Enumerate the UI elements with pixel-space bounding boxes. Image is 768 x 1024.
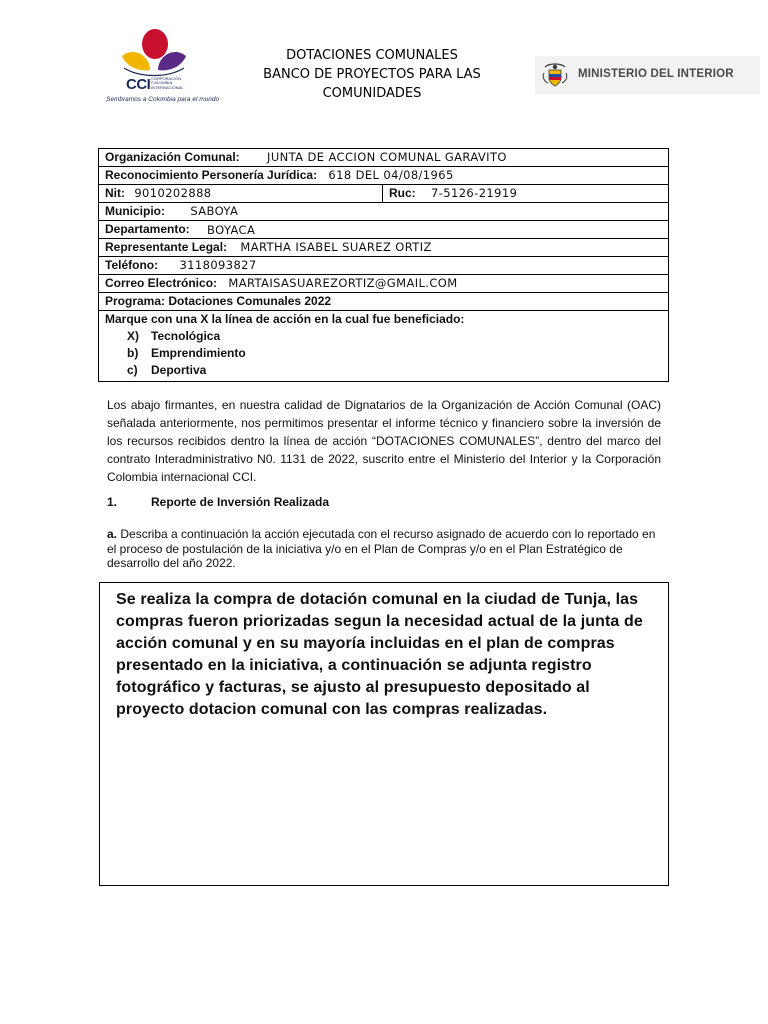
option-label: Deportiva	[151, 363, 207, 377]
row-organizacion	[99, 149, 668, 167]
row-programa	[99, 293, 668, 311]
option-deportiva	[127, 362, 668, 379]
row-departamento	[99, 221, 668, 239]
row-correo	[99, 275, 668, 293]
telefono-value: 3118093827	[179, 258, 257, 272]
row-personeria	[99, 167, 668, 185]
representante-value: MARTHA ISABEL SUAREZ ORTIZ	[240, 240, 432, 254]
municipio-value: SABOYA	[190, 204, 239, 218]
answer-box	[99, 582, 669, 886]
organization-info-table	[98, 148, 669, 382]
row-municipio	[99, 203, 668, 221]
section-title: Reporte de Inversión Realizada	[151, 495, 330, 509]
option-label: Tecnológica	[151, 329, 221, 343]
question-text: Describa a continuación la acción ejecutada con el recurso asignado de acuerdo con lo reportado en el proceso de postulación de la iniciativa y/o en el Plan de Compras y/o en el Plan Estratégico de desarrollo del año 2022.	[107, 527, 656, 570]
document-header-title	[212, 46, 532, 103]
row-linea-accion	[99, 311, 668, 381]
option-marker: b)	[127, 346, 139, 360]
row-representante	[99, 239, 668, 257]
option-label: Emprendimiento	[151, 346, 246, 360]
option-tecnologica	[127, 328, 668, 345]
answer-text: Se realiza la compra de dotación comunal en la ciudad de Tunja, las compras fueron priorizadas segun la necesidad actual de la junta de acción comunal y en su mayoría incluidas en el plan de compras presentado en la iniciativa, a continuación se adjunta registro fotográfico y facturas, se ajusto al presupuesto depositado al proyecto dotacion comunal con las compras realizadas.	[116, 591, 643, 718]
section-heading	[107, 495, 329, 509]
ruc-cell	[383, 185, 517, 202]
departamento-value: BOYACA	[207, 223, 256, 237]
programa-text: Programa: Dotaciones Comunales 2022	[105, 294, 332, 308]
row-telefono	[99, 257, 668, 275]
option-emprendimiento	[127, 345, 668, 362]
telefono-label: Teléfono:	[105, 258, 159, 272]
marque-instruction: Marque con una X la línea de acción en la cual fue beneficiado:	[105, 312, 465, 326]
coat-of-arms-icon	[541, 61, 569, 89]
cci-logo-tagline: Sembramos a Colombia para el mundo	[106, 96, 220, 103]
ministry-logo	[535, 56, 760, 94]
nit-label: Nit:	[105, 186, 125, 200]
correo-label: Correo Electrónico:	[105, 276, 218, 290]
ruc-label: Ruc:	[389, 186, 416, 200]
cci-logo	[100, 26, 220, 108]
intro-paragraph: Los abajo firmantes, en nuestra calidad de Dignatarios de la Organización de Acción Comunal (OAC) señalada anteriormente, nos permitimos presentar el informe técnico y financiero sobre la inversión de los recursos recibidos dentro la línea de acción “DOTACIONES COMUNALES”, dentro del marco del contrato Interadministrativo N0. 1131 de 2022, suscrito entre el Ministerio del Interior y la Corporación Colombia internacional CCI.	[107, 398, 661, 484]
municipio-label: Municipio:	[105, 204, 165, 218]
cci-logo-text: CCI	[126, 76, 151, 93]
section-number: 1.	[107, 495, 118, 509]
departamento-label: Departamento:	[105, 222, 190, 236]
ministry-name: MINISTERIO DEL INTERIOR	[578, 68, 734, 80]
personeria-value: 618 DEL 04/08/1965	[328, 168, 454, 182]
header-title-line1: DOTACIONES COMUNALES	[286, 48, 458, 63]
row-nit-ruc	[99, 185, 668, 203]
question-paragraph	[107, 527, 663, 571]
cci-logo-subtext: CORPORACIÓN COLOMBIA INTERNACIONAL	[151, 76, 184, 90]
nit-value: 9010202888	[134, 186, 212, 200]
ruc-value: 7-5126-21919	[431, 186, 518, 200]
organizacion-label: Organización Comunal:	[105, 150, 240, 164]
personeria-label: Reconocimiento Personería Jurídica:	[105, 168, 318, 182]
organizacion-value: JUNTA DE ACCION COMUNAL GARAVITO	[267, 150, 507, 164]
header-title-line2: BANCO DE PROYECTOS PARA LAS COMUNIDADES	[263, 67, 481, 101]
question-prefix: a.	[107, 527, 118, 541]
action-line-options	[105, 328, 668, 379]
nit-cell	[99, 185, 383, 202]
correo-value: MARTAISASUAREZORTIZ@GMAIL.COM	[228, 276, 458, 290]
option-marker: c)	[127, 363, 138, 377]
representante-label: Representante Legal:	[105, 240, 228, 254]
option-marker: X)	[127, 329, 139, 343]
